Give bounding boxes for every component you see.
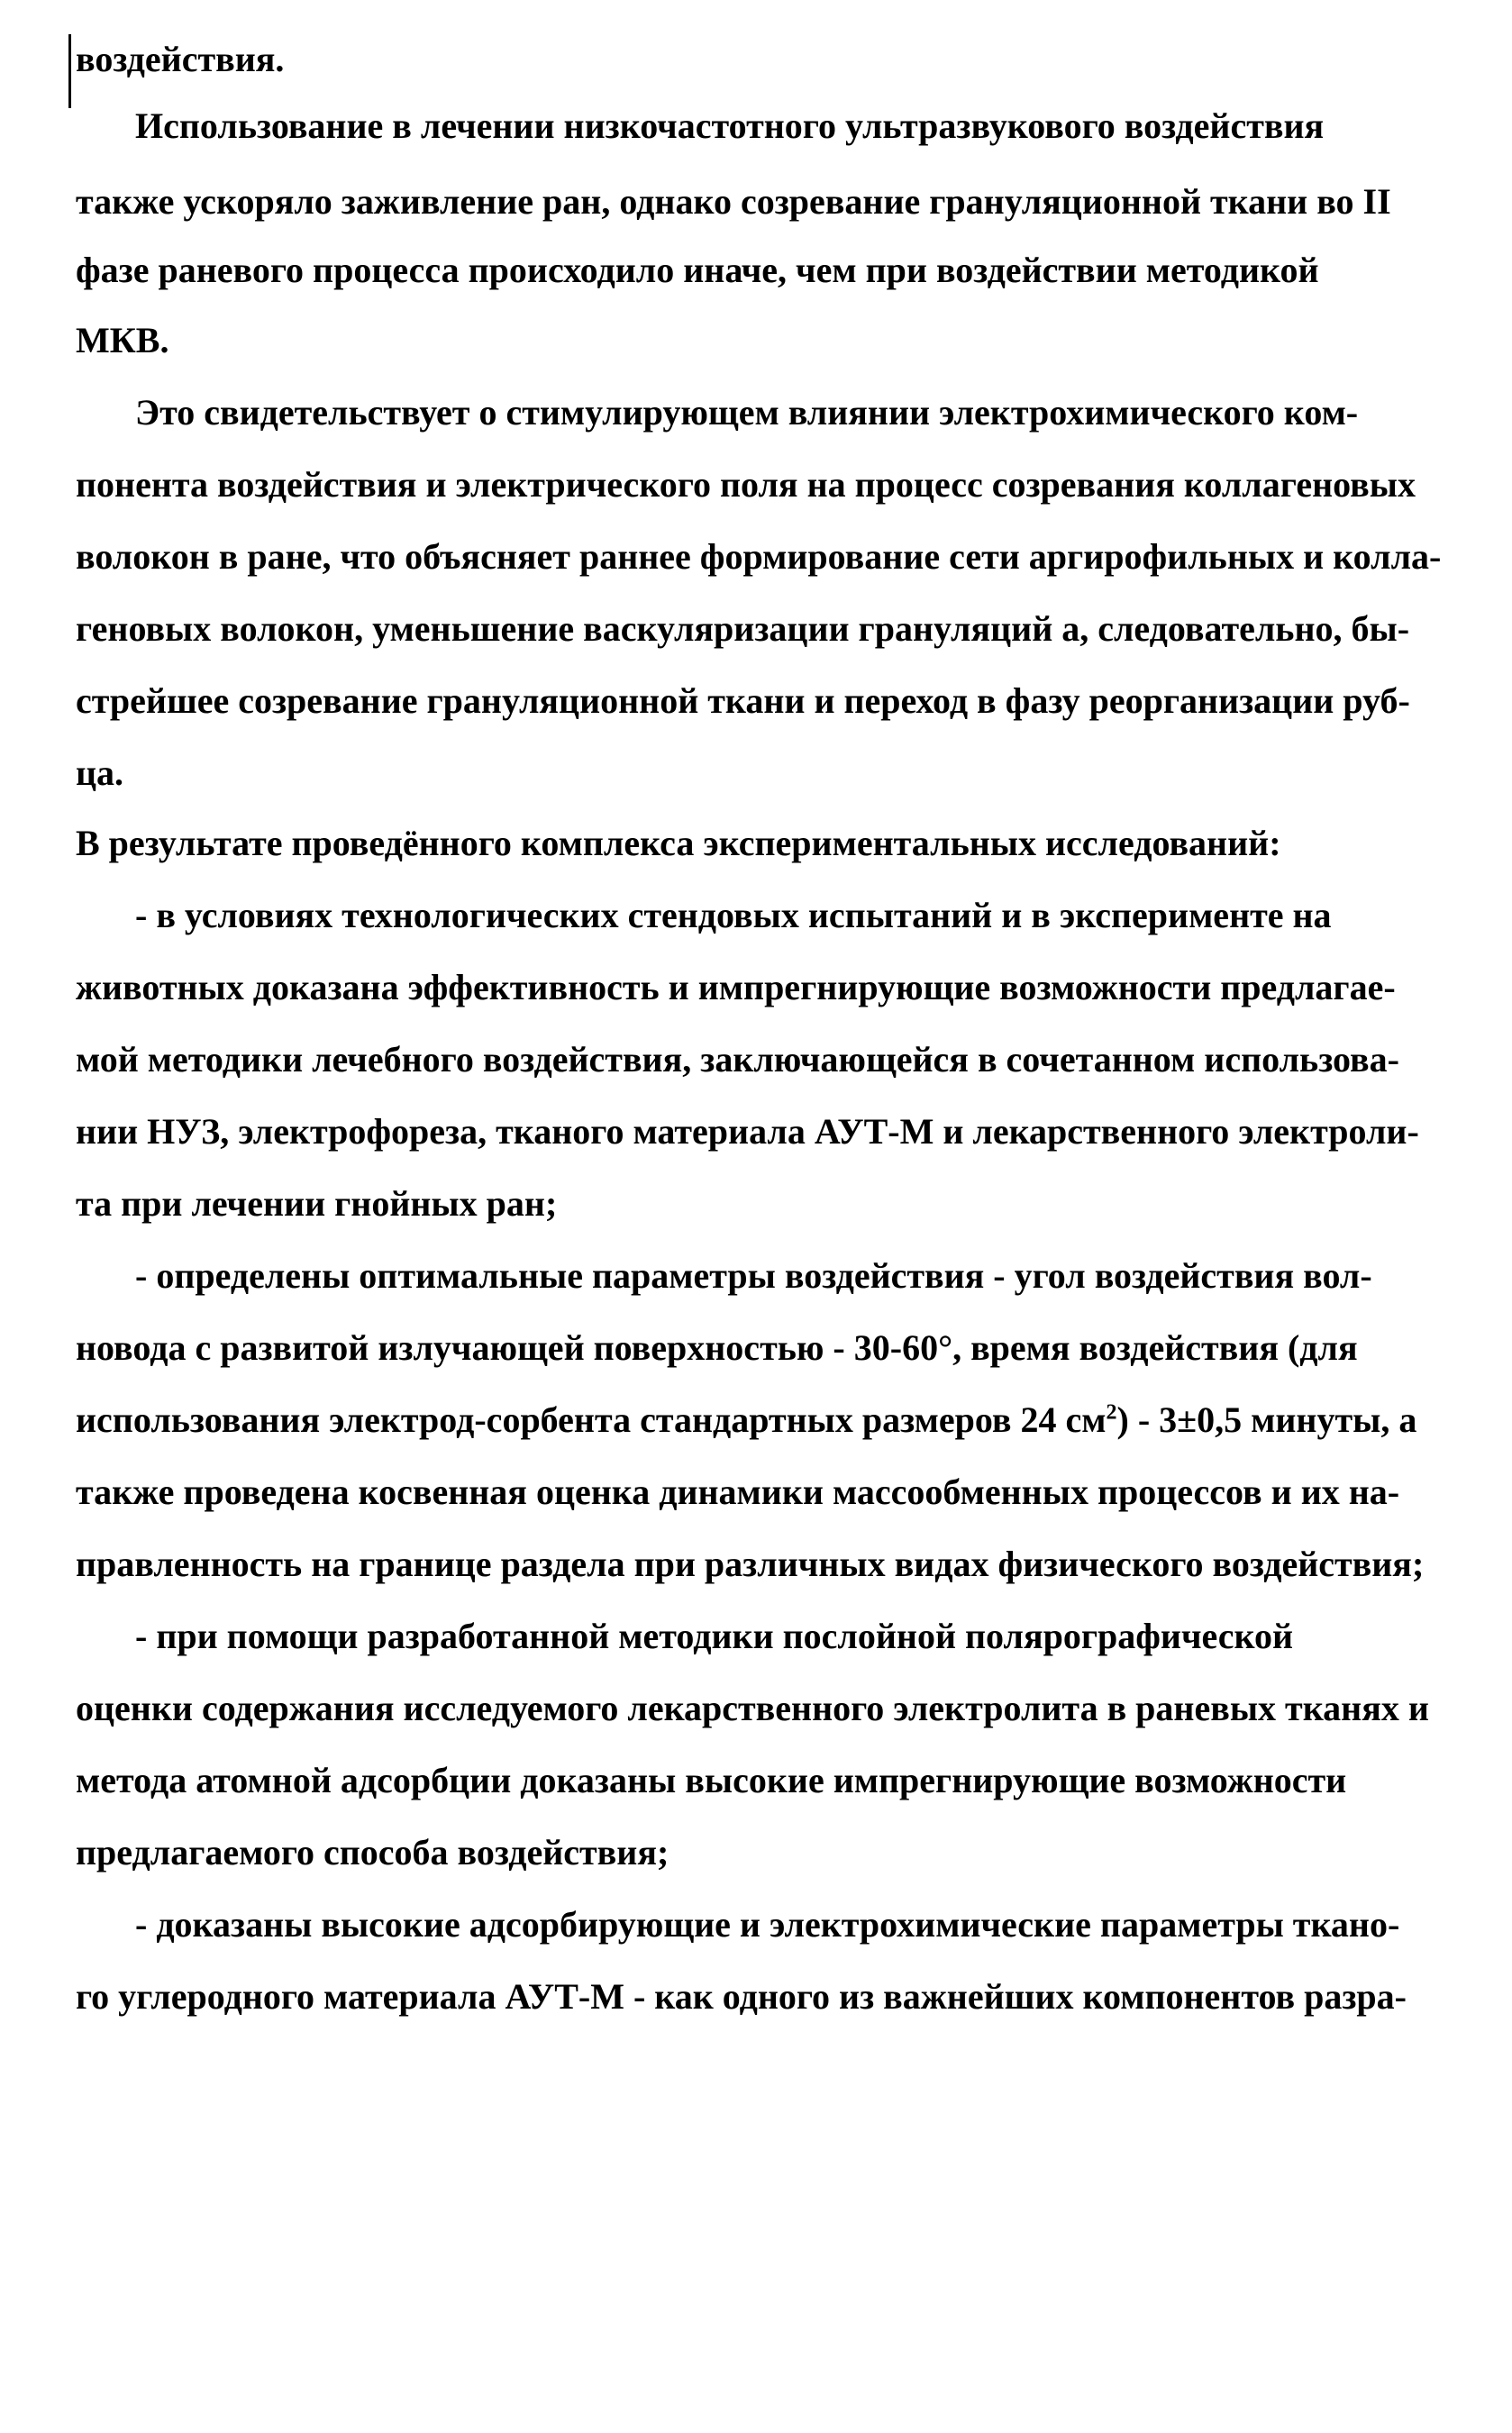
text-line: воздействия. <box>76 39 285 79</box>
superscript: 2 <box>1106 1400 1117 1425</box>
text-line: фазе раневого процесса происходило иначе, чем при воздействии методикой <box>76 250 1319 290</box>
text-line: ца. <box>76 752 124 793</box>
text-line: - определены оптимальные параметры воздействия - угол воздействия вол- <box>135 1255 1372 1296</box>
text-line: та при лечении гнойных ран; <box>76 1183 558 1224</box>
text-segment: ) - 3±0,5 минуты, а <box>1116 1399 1417 1440</box>
text-line: - в условиях технологических стендовых испытаний и в эксперименте на <box>135 895 1332 935</box>
text-line: метода атомной адсорбции доказаны высокие импрегнирующие возможности <box>76 1760 1347 1800</box>
text-line: понента воздействия и электрического поля на процесс созревания коллагеновых <box>76 464 1416 505</box>
text-line: геновых волокон, уменьшение васкуляризации грануляций а, следовательно, бы- <box>76 608 1410 649</box>
text-line: новода с развитой излучающей поверхностью - 30-60°, время воздействия (для <box>76 1327 1358 1368</box>
text-line: - при помощи разработанной методики послойной полярографической <box>135 1616 1294 1656</box>
margin-mark <box>68 34 71 108</box>
text-line: правленность на границе раздела при различных видах физического воздействия; <box>76 1544 1425 1584</box>
text-line: также ускоряло заживление ран, однако созревание грануляционной ткани во II <box>76 181 1391 222</box>
text-line: также проведена косвенная оценка динамики массообменных процессов и их на- <box>76 1472 1400 1512</box>
section-heading: В результате проведённого комплекса экспериментальных исследований: <box>76 823 1281 863</box>
text-line <box>76 1395 1416 1445</box>
text-line: волокон в ране, что объясняет раннее формирование сети аргирофильных и колла- <box>76 536 1442 577</box>
text-line: МКВ. <box>76 320 169 360</box>
text-line: предлагаемого способа воздействия; <box>76 1832 669 1873</box>
text-line: Использование в лечении низкочастотного ультразвукового воздействия <box>135 105 1325 146</box>
text-line: животных доказана эффективность и импрегнирующие возможности предлагае- <box>76 967 1396 1007</box>
text-segment: использования электрод-сорбента стандартных размеров 24 см <box>76 1399 1107 1440</box>
text-line: - доказаны высокие адсорбирующие и электрохимические параметры ткано- <box>135 1904 1400 1945</box>
text-line: стрейшее созревание грануляционной ткани и переход в фазу реорганизации руб- <box>76 680 1410 721</box>
text-line: Это свидетельствует о стимулирующем влиянии электрохимического ком- <box>135 392 1359 433</box>
text-line: нии НУЗ, электрофореза, тканого материала АУТ-М и лекарственного электроли- <box>76 1111 1419 1152</box>
text-line: мой методики лечебного воздействия, заключающейся в сочетанном использова- <box>76 1039 1399 1080</box>
text-line: го углеродного материала АУТ-М - как одного из важнейших компонентов разра- <box>76 1976 1407 2017</box>
text-line: оценки содержания исследуемого лекарственного электролита в раневых тканях и <box>76 1688 1429 1728</box>
